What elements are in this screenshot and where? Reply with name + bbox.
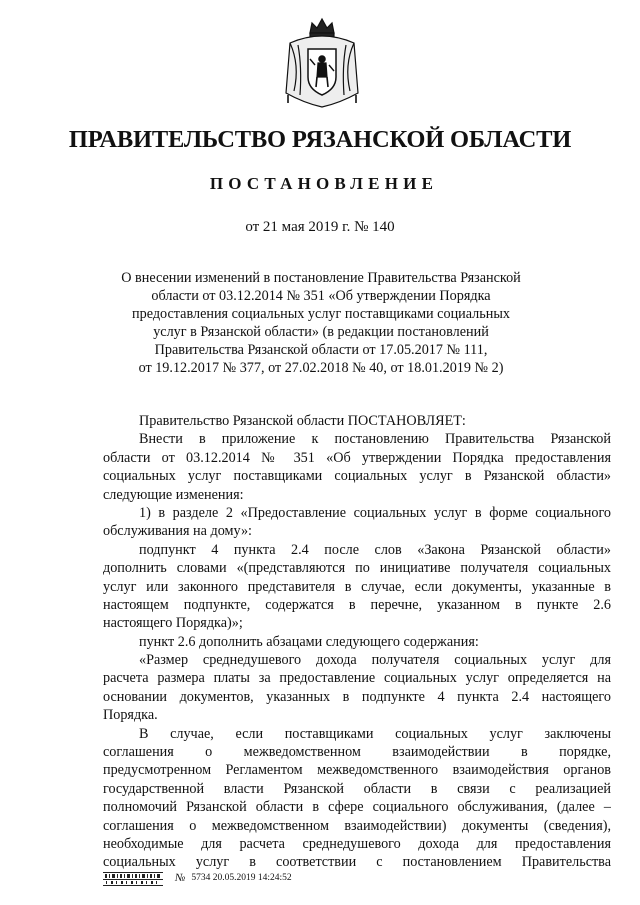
document-date-number <box>0 219 640 236</box>
registration-number-sign: № <box>175 872 186 884</box>
document-number: № 140 <box>354 219 395 235</box>
subject-line: О внесении изменений в постановление Правительства Рязанской <box>121 270 521 286</box>
body-line: социальных услуг в соответствии с постановлением Правительства <box>103 854 611 871</box>
body-line: настоящего Порядка)»; <box>103 615 243 632</box>
body-line: соглашения о межведомственном взаимодействии) документы (сведения), <box>103 817 611 834</box>
body-line: соглашения о межведомственном взаимодействии в порядке, <box>103 744 611 761</box>
body-line: В случае, если поставщиками социальных услуг заключены <box>139 725 611 742</box>
body-line: обслуживания на дому»: <box>103 523 252 540</box>
body-line: государственной власти Рязанской области в связи с реализацией <box>103 780 611 797</box>
subject-line: области от 03.12.2014 № 351 «Об утверждении Порядка <box>151 288 491 304</box>
document-body <box>103 412 611 872</box>
body-line: следующие изменения: <box>103 486 244 503</box>
body-line: 1) в разделе 2 «Предоставление социальных услуг в форме социального <box>139 504 611 521</box>
coat-of-arms-emblem <box>280 15 364 110</box>
body-line: дополнить словами «(представляются по инициативе получателя социальных <box>103 560 611 577</box>
subject-line: услуг в Рязанской области» (в редакции постановлений <box>153 324 489 340</box>
body-line: Внести в приложение к постановлению Правительства Рязанской <box>139 431 611 448</box>
body-line: пункт 2.6 дополнить абзацами следующего содержания: <box>139 633 479 650</box>
page-footer <box>103 868 292 888</box>
document-type-title: ПОСТАНОВЛЕНИЕ <box>209 174 439 193</box>
organization-title: ПРАВИТЕЛЬСТВО РЯЗАНСКОЙ ОБЛАСТИ <box>68 126 572 153</box>
body-line: основании документов, указанных в подпункте 4 пункта 2.4 настоящего <box>103 688 611 705</box>
body-line: расчета размера платы за предоставление социальных услуг определяется на <box>103 670 611 687</box>
subject-line: предоставления социальных услуг поставщиками социальных <box>132 306 510 322</box>
body-line: социальных услуг поставщиками социальных услуг в Рязанской области» <box>103 468 611 485</box>
body-line: предусмотренном Регламентом межведомственного взаимодействия органов <box>103 762 611 779</box>
body-line: Правительство Рязанской области ПОСТАНОВЛЯЕТ: <box>139 413 466 429</box>
body-line: полномочий Рязанской области в сфере социального обслуживания, (далее – <box>103 799 611 816</box>
body-line: услуг или законного представителя в случае, если документы, указанные в <box>103 578 611 595</box>
subject-line: Правительства Рязанской области от 17.05.2017 № 111, <box>154 342 488 358</box>
body-line: области от 03.12.2014 № 351 «Об утверждении Порядка предоставления <box>103 449 611 466</box>
subject-line: от 19.12.2017 № 377, от 27.02.2018 № 40, от 18.01.2019 № 2) <box>138 360 504 376</box>
registration-barcode <box>103 869 163 887</box>
body-line: необходимые для расчета среднедушевого дохода для предоставления <box>103 835 611 852</box>
registration-info: 5734 20.05.2019 14:24:52 <box>191 873 292 883</box>
body-line: «Размер среднедушевого дохода получателя социальных услуг для <box>139 652 611 669</box>
document-date: от 21 мая 2019 г. <box>245 219 351 235</box>
body-line: настоящем подпункте, содержатся в перечне, указанном в пункте 2.6 <box>103 596 611 613</box>
body-line: Порядка. <box>103 707 158 724</box>
body-line: подпункт 4 пункта 2.4 после слов «Закона Рязанской области» <box>139 541 611 558</box>
document-subject <box>95 269 547 377</box>
